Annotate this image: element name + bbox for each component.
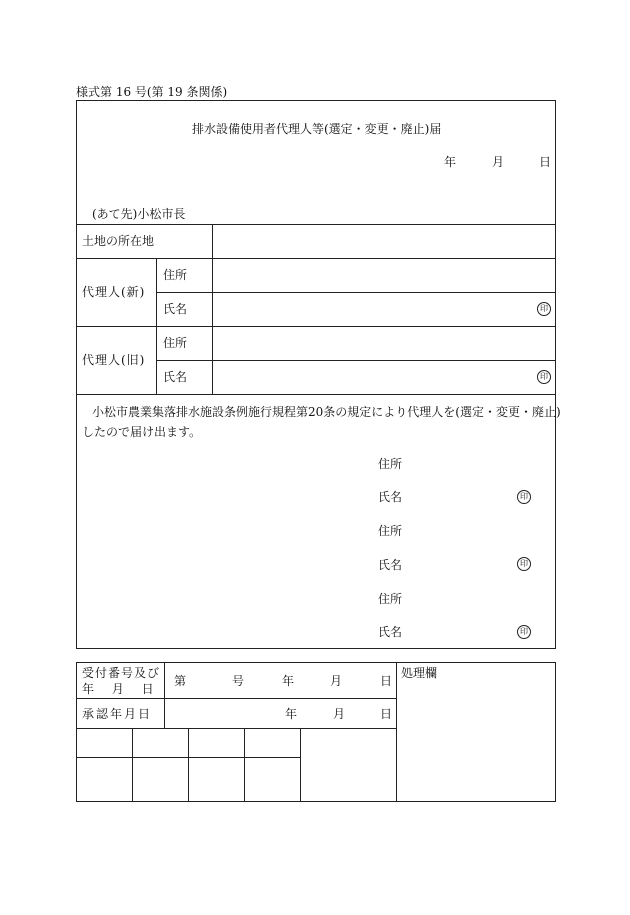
new-agent-name-label: 氏名: [163, 302, 188, 316]
approval-date-label: 承認年月日: [82, 707, 153, 721]
old-agent-address-label: 住所: [163, 336, 188, 350]
reception-number-suffix: 号: [232, 674, 245, 688]
land-location-field[interactable]: [214, 226, 554, 256]
signer-2-address-label: 住所: [378, 524, 403, 538]
approval-month-label: 月: [333, 707, 346, 721]
signer-1-seal-icon: 印: [517, 490, 531, 504]
old-agent-address-field[interactable]: [214, 328, 554, 358]
new-agent-address-label: 住所: [163, 268, 188, 282]
signer-2-name-label: 氏名: [378, 558, 403, 572]
approval-day-label: 日: [380, 707, 393, 721]
addressee: (あて先)小松市長: [92, 207, 186, 221]
reception-day-label: 日: [380, 674, 393, 688]
processing-column-label: 処理欄: [401, 666, 438, 680]
new-agent-address-field[interactable]: [214, 260, 554, 290]
signer-3-address-label: 住所: [378, 592, 403, 606]
signer-1-name-label: 氏名: [378, 490, 403, 504]
reception-label-line-2: 年 月 日: [82, 682, 154, 696]
signer-1-address-label: 住所: [378, 457, 403, 471]
land-location-label: 土地の所在地: [82, 234, 155, 248]
signer-2-seal-icon: 印: [517, 557, 531, 571]
form-reference: 様式第 16 号(第 19 条関係): [76, 85, 228, 99]
old-agent-name-field[interactable]: [214, 362, 534, 392]
old-agent-seal-icon: 印: [537, 370, 551, 384]
reception-label-line-1: 受付番号及び: [82, 666, 161, 680]
date-day-label: 日: [539, 155, 552, 169]
form-title: 排水設備使用者代理人等(選定・変更・廃止)届: [192, 122, 442, 136]
signer-3-name-label: 氏名: [378, 625, 403, 639]
approval-year-label: 年: [285, 707, 298, 721]
reception-number-prefix: 第: [174, 674, 187, 688]
signer-3-seal-icon: 印: [517, 625, 531, 639]
reception-year-label: 年: [282, 674, 295, 688]
date-month-label: 月: [492, 155, 505, 169]
date-year-label: 年: [444, 155, 457, 169]
old-agent-label: 代理人(旧): [82, 353, 146, 367]
old-agent-name-label: 氏名: [163, 370, 188, 384]
statement-line-1: 小松市農業集落排水施設条例施行規程第20条の規定により代理人を(選定・変更・廃止): [92, 405, 561, 419]
new-agent-label: 代理人(新): [82, 285, 146, 299]
new-agent-seal-icon: 印: [537, 302, 551, 316]
reception-month-label: 月: [330, 674, 343, 688]
new-agent-name-field[interactable]: [214, 294, 534, 324]
statement-line-2: したので届け出ます。: [82, 425, 202, 439]
